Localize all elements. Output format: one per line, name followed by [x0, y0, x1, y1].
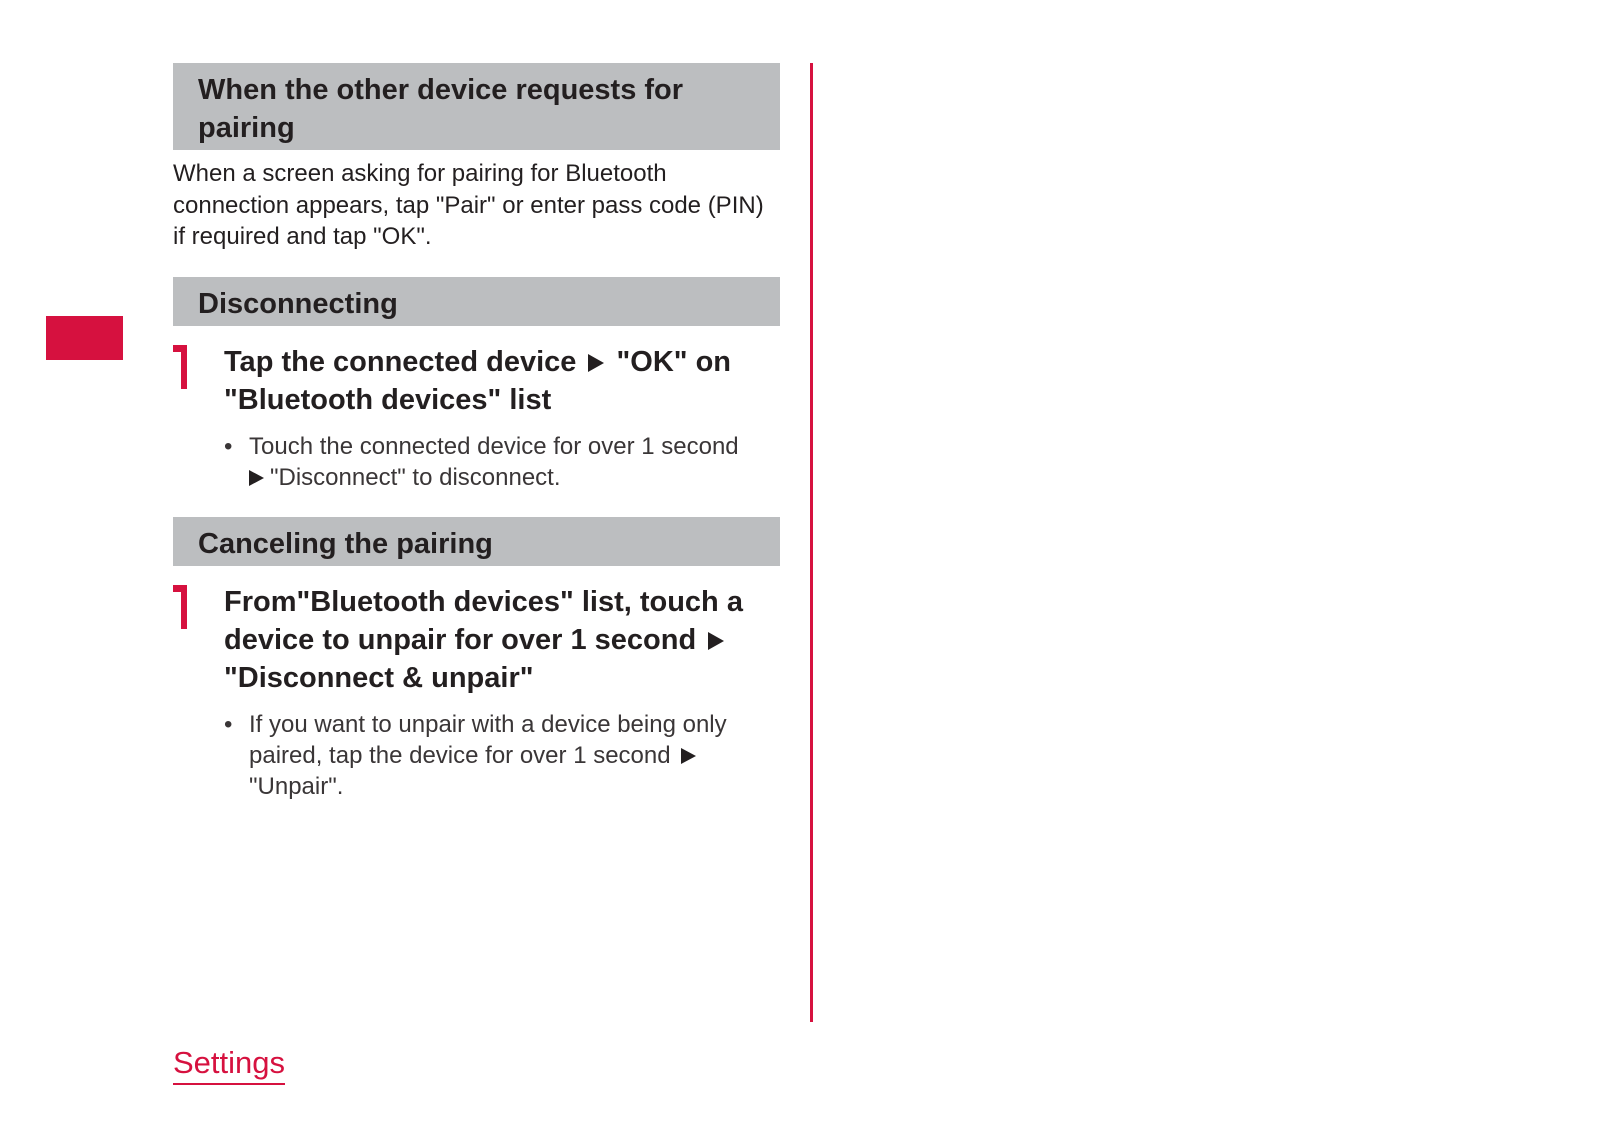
arrow-right-icon [249, 470, 264, 486]
section-heading-canceling-pairing: Canceling the pairing [173, 517, 780, 566]
unpair-note-part1: If you want to unpair with a device being only paired, tap the device for over 1 second [249, 710, 727, 769]
content-column [173, 63, 780, 802]
unpair-step [173, 583, 780, 802]
disconnect-step-title-part2: "OK" on "Bluetooth devices" list [224, 345, 732, 416]
disconnect-step [173, 343, 780, 493]
arrow-right-icon [708, 632, 724, 650]
unpair-note-list [224, 709, 780, 802]
disconnect-note-part1: Touch the connected device for over 1 second [249, 432, 739, 460]
arrow-right-icon [588, 354, 604, 372]
disconnect-step-title [224, 343, 780, 419]
section-heading-pairing-request: When the other device requests for pairing [173, 63, 780, 150]
list-item [224, 709, 780, 802]
unpair-note-part2: "Unpair". [249, 772, 344, 800]
step-number-icon [173, 585, 189, 629]
disconnect-step-title-part1: Tap the connected device [224, 345, 577, 378]
unpair-step-title-part2: "Disconnect & unpair" [224, 661, 534, 694]
pairing-request-body: When a screen asking for pairing for Bluetooth connection appears, tap "Pair" or enter pass code (PIN) if required and tap "OK". [173, 160, 764, 250]
list-item [224, 431, 780, 493]
disconnect-note-list [224, 431, 780, 493]
bullet-icon: • [224, 710, 233, 738]
section-heading-disconnecting: Disconnecting [173, 277, 780, 326]
unpair-step-title [224, 583, 780, 697]
arrow-right-icon [681, 748, 696, 764]
settings-footer-link[interactable]: Settings [173, 1044, 285, 1085]
unpair-step-title-part1: From"Bluetooth devices" list, touch a device to unpair for over 1 second [224, 585, 743, 656]
column-divider [810, 63, 813, 1022]
step-number-icon [173, 345, 189, 389]
bullet-icon: • [224, 432, 233, 460]
chapter-tab-marker [46, 316, 123, 360]
disconnect-note-part2: "Disconnect" to disconnect. [270, 463, 561, 491]
